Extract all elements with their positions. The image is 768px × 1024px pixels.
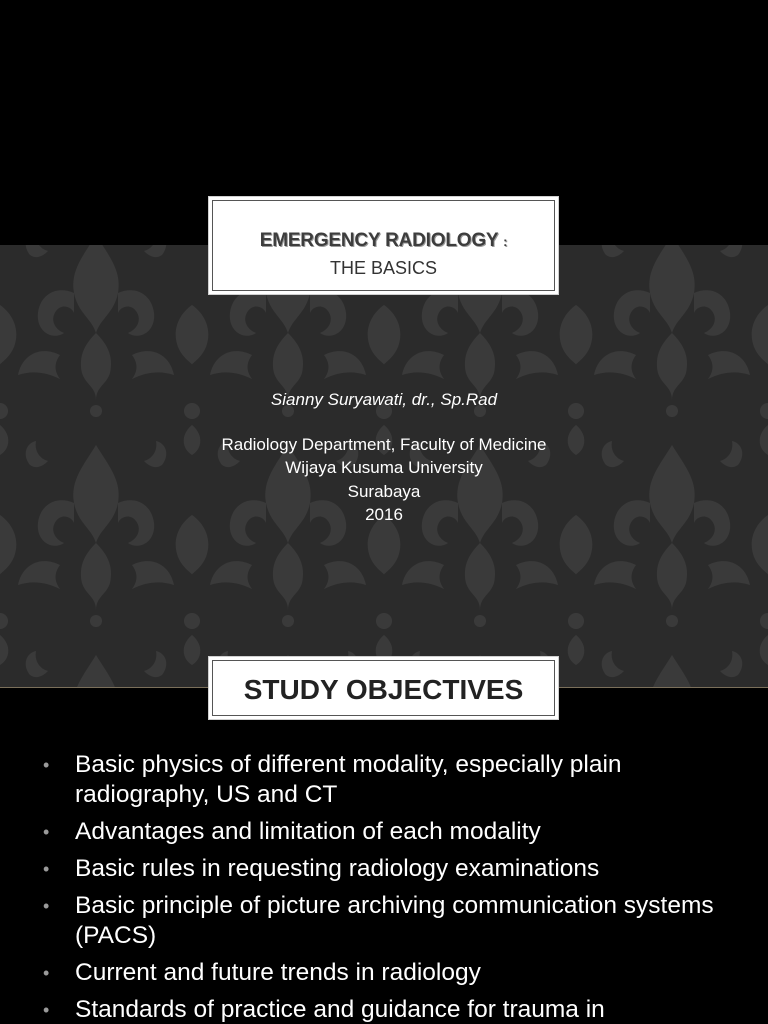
list-item-text: Basic physics of different modality, especially plain radiography, US and CT [75,751,622,808]
list-item [40,958,740,988]
author-department: Radiology Department, Faculty of Medicine [221,434,547,454]
bullet-icon: • [43,755,50,775]
bullet-icon: • [43,1000,50,1020]
list-item-text: Basic principle of picture archiving communication systems (PACS) [75,892,714,949]
objectives-heading: STUDY OBJECTIVES [243,674,524,705]
objectives-list [40,750,740,1024]
author-university: Wijaya Kusuma University [285,458,483,477]
objectives-heading-box [208,656,559,720]
author-city: Surabaya [347,481,421,501]
slide-title-text: EMERGENCY RADIOLOGY [259,230,499,251]
list-item [40,854,740,884]
author-year: 2016 [365,505,403,524]
author-name: Sianny Suryawati, dr., Sp.Rad [270,390,498,409]
list-item [40,750,740,810]
author-block [0,388,768,527]
bullet-icon: • [43,822,50,842]
list-item-text: Advantages and limitation of each modality [75,818,541,845]
list-item-text: Current and future trends in radiology [75,959,481,986]
title-box-frame [212,200,555,291]
list-item [40,891,740,951]
list-item-text: Basic rules in requesting radiology examinations [75,855,600,882]
list-item [40,817,740,847]
title-box [208,196,559,295]
bullet-icon: • [43,963,50,983]
slide-title-colon: : [503,234,508,249]
bullet-icon: • [43,896,50,916]
slide-subtitle: THE BASICS [329,258,438,278]
list-item-text: Standards of practice and guidance for trauma in [75,996,605,1023]
slide-title [213,230,554,253]
bullet-icon: • [43,859,50,879]
list-item [40,995,740,1024]
objectives-heading-frame [212,660,555,716]
